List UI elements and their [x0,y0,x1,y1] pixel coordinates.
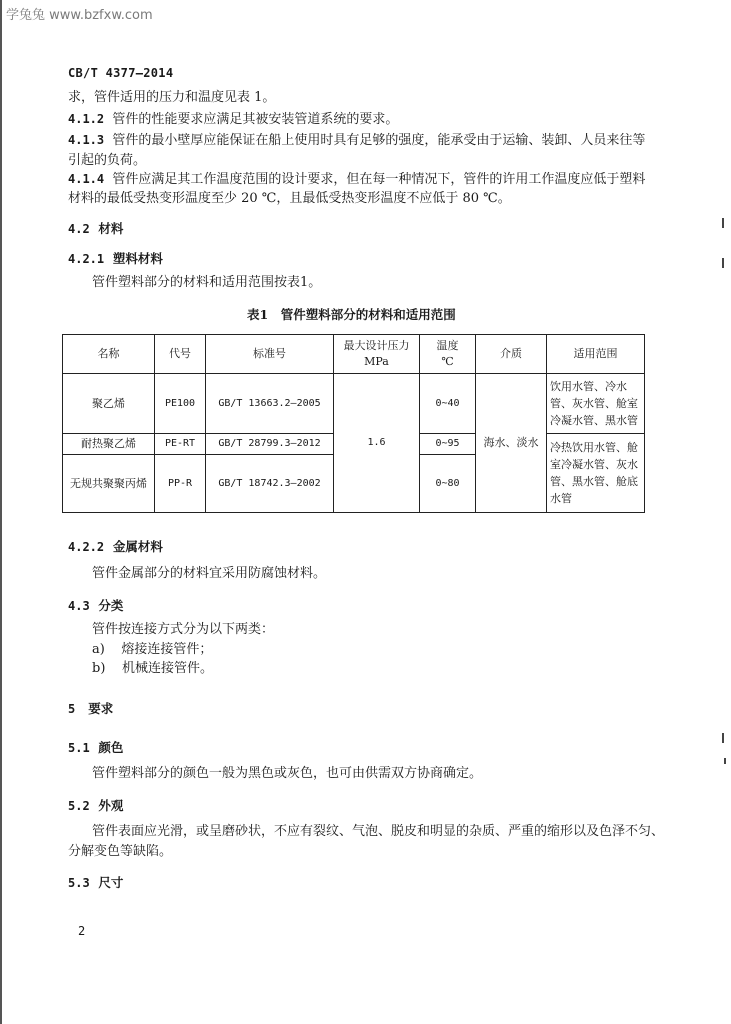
section-number: 5.3 [68,876,90,890]
list-marker: a) [92,642,105,657]
scan-mark [724,758,726,764]
cell-scope: 冷热饮用水管、舱室冷凝水管、灰水管、黑水管、舱底水管 [547,434,645,513]
page-number: 2 [78,924,86,938]
section-4-2-1-heading [68,249,163,267]
cell-code: PE100 [155,374,206,434]
header-pressure [334,335,420,374]
section-5-2-text: 管件表面应光滑，或呈磨砂状，不应有裂纹、气泡、脱皮和明显的杂质、严重的缩形以及色泽不匀、 [92,824,665,839]
scan-mark [722,733,724,743]
section-title: 分类 [98,598,124,613]
section-4-3-heading [68,596,123,614]
cell-scope: 饮用水管、冷水管、灰水管、舱室冷凝水管、黑水管 [547,374,645,434]
section-5-heading [68,699,113,717]
cell-name: 聚乙烯 [63,374,155,434]
cell-name: 无规共聚聚丙烯 [63,455,155,513]
cell-pressure: 1.6 [334,374,420,513]
header-code: 代号 [155,335,206,374]
paragraph-continuation: 求，管件适用的压力和温度见表 1。 [68,90,276,105]
list-text: 机械连接管件。 [121,661,213,676]
header-pressure-unit: MPa [364,355,389,368]
clause-text: 管件的最小壁厚应能保证在船上使用时具有足够的强度，能承受由于运输、装卸、人员来往等 [112,133,646,148]
clause-number: 4.1.3 [68,133,105,147]
section-5-2-text-cont: 分解变色等缺陷。 [68,844,173,859]
list-item [92,659,213,679]
section-4-2-1-text: 管件塑料部分的材料和适用范围按表1。 [92,275,322,290]
cell-code: PP-R [155,455,206,513]
section-4-2-2-text: 管件金属部分的材料宜采用防腐蚀材料。 [92,566,327,581]
cell-code: PE-RT [155,434,206,455]
section-number: 4.3 [68,599,90,613]
section-number: 4.2.2 [68,540,105,554]
list-text: 熔接连接管件； [121,642,213,657]
header-temperature [420,335,476,374]
cell-name: 耐热聚乙烯 [63,434,155,455]
header-pressure-label: 最大设计压力 [343,339,410,352]
cell-standard: GB/T 28799.3—2012 [206,434,334,455]
section-title: 要求 [88,701,114,716]
section-4-3-text: 管件按连接方式分为以下两类： [92,622,275,637]
header-standard: 标准号 [206,335,334,374]
section-5-1-text: 管件塑料部分的颜色一般为黑色或灰色，也可由供需双方协商确定。 [92,766,483,781]
section-number: 4.2.1 [68,252,105,266]
section-title: 塑料材料 [112,251,163,266]
section-number: 5.2 [68,799,90,813]
section-5-2-heading [68,796,123,814]
clause-4-1-4-cont: 材料的最低受热变形温度至少 20 ℃，且最低受热变形温度不应低于 80 ℃。 [68,191,511,206]
table-row [63,374,645,434]
scan-border-left [0,0,2,1024]
section-4-2-heading [68,219,123,237]
clause-number: 4.1.2 [68,112,105,126]
section-title: 颜色 [98,740,124,755]
section-title: 材料 [98,221,124,236]
section-number: 5 [68,702,76,716]
list-marker: b) [92,661,106,676]
clause-4-1-2 [68,109,398,130]
header-name: 名称 [63,335,155,374]
section-number: 5.1 [68,741,90,755]
section-5-1-heading [68,738,123,756]
section-number: 4.2 [68,222,90,236]
section-5-3-heading [68,873,123,891]
clause-text: 管件应满足其工作温度范围的设计要求，但在每一种情况下，管件的许用工作温度应低于塑料 [112,172,646,187]
clause-4-1-3-cont: 引起的负荷。 [68,153,147,168]
standard-code-header: CB/T 4377—2014 [68,66,174,80]
cell-temperature: 0~40 [420,374,476,434]
section-title: 外观 [98,798,124,813]
cell-medium: 海水、淡水 [476,374,547,513]
header-temperature-label: 温度 [436,339,459,352]
cell-temperature: 0~95 [420,434,476,455]
header-medium: 介质 [476,335,547,374]
cell-temperature: 0~80 [420,455,476,513]
cell-standard: GB/T 18742.3—2002 [206,455,334,513]
clause-4-1-3 [68,130,645,151]
table-caption: 表1 管件塑料部分的材料和适用范围 [247,307,456,322]
list-item [92,640,212,660]
section-4-2-2-heading [68,537,163,555]
section-title: 尺寸 [98,875,124,890]
header-temperature-unit: ℃ [441,355,454,368]
cell-standard: GB/T 13663.2—2005 [206,374,334,434]
clause-text: 管件的性能要求应满足其被安装管道系统的要求。 [112,112,399,127]
clause-number: 4.1.4 [68,172,105,186]
watermark-text: 学兔兔 www.bzfxw.com [6,8,153,23]
scan-mark [722,258,724,268]
clause-4-1-4 [68,169,645,190]
materials-table [62,334,645,513]
scan-mark [722,218,724,228]
section-title: 金属材料 [112,539,163,554]
table-header-row [63,335,645,374]
header-scope: 适用范围 [547,335,645,374]
